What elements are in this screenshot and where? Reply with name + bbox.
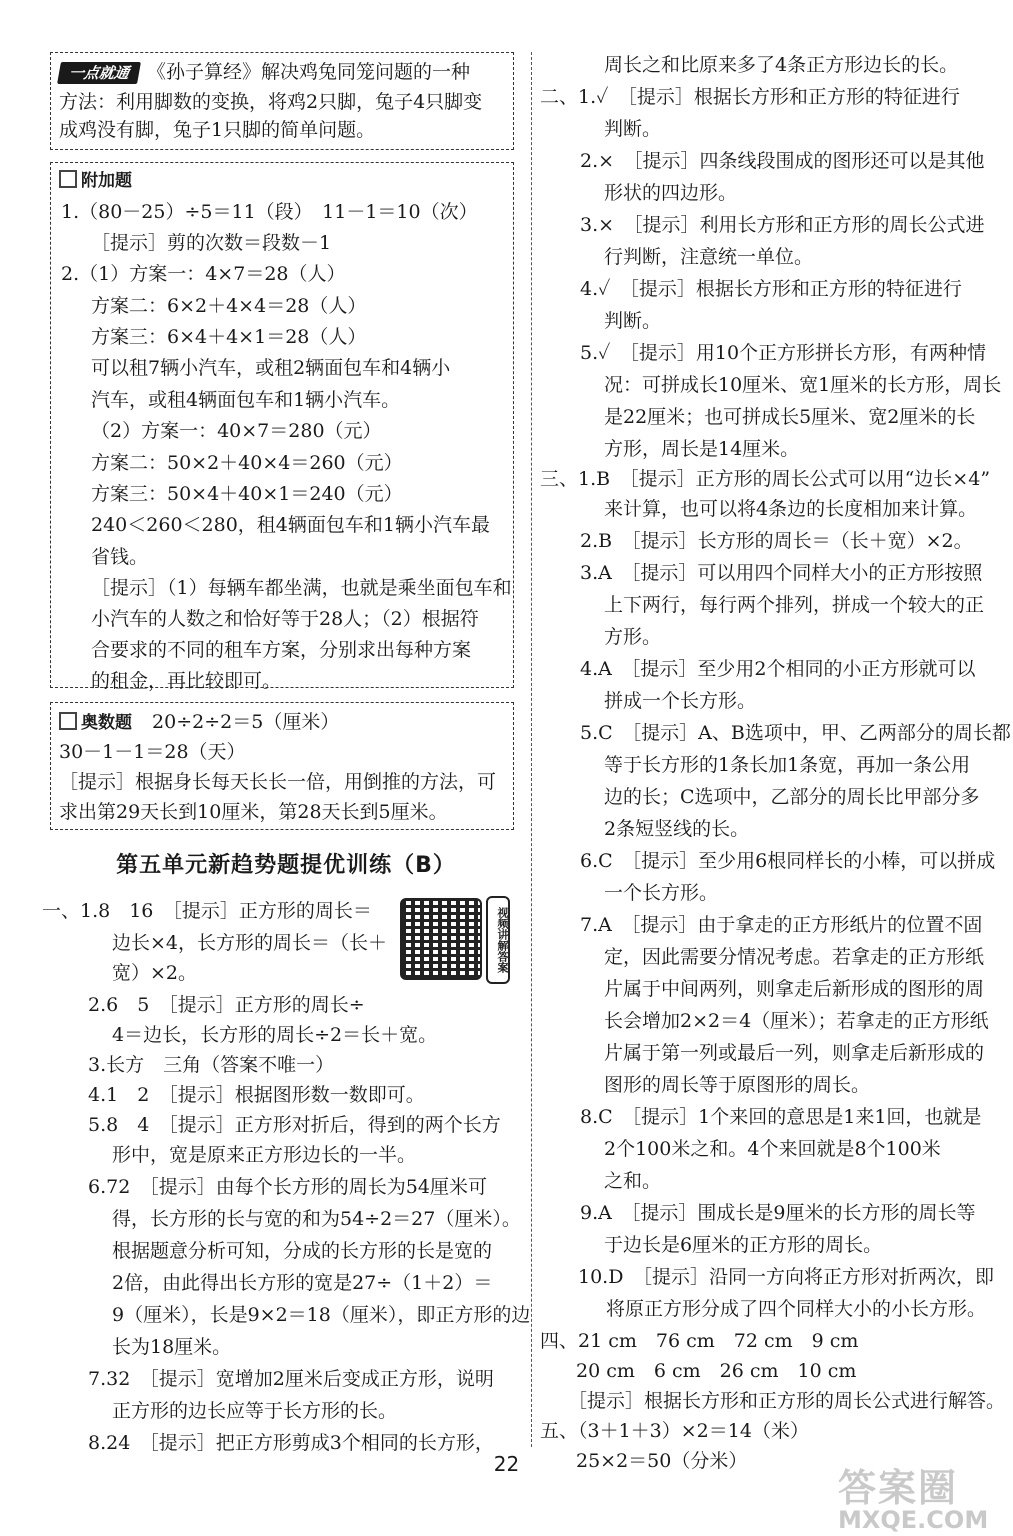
answer-line: 可以租7辆小汽车，或租2辆面包车和4辆小 xyxy=(91,357,451,379)
answer-line: 省钱。 xyxy=(91,546,149,568)
answer-line: 3.A ［提示］可以用四个同样大小的正方形按照 xyxy=(580,562,983,584)
answer-line: 形中，宽是原来正方形边长的一半。 xyxy=(112,1144,417,1166)
answer-line: 5.✓ ［提示］用10个正方形拼长方形，有两种情 xyxy=(580,342,987,364)
answer-line: 正方形的边长应等于长方形的长。 xyxy=(112,1400,398,1422)
answer-line: 30－1－1＝28（天） xyxy=(59,741,246,763)
answer-line: 4.✓ ［提示］根据长方形和正方形的特征进行 xyxy=(580,278,962,300)
answer-line: 周长之和比原来多了4条正方形边长的长。 xyxy=(604,54,959,76)
answer-line: 方案二：6×2＋4×4＝28（人） xyxy=(91,295,367,317)
answer-line: 长会增加2×2＝4（厘米）；若拿走的正方形纸 xyxy=(604,1010,989,1032)
answer-line: 判断。 xyxy=(604,118,662,140)
answer-line: 是22厘米；也可拼成长5厘米、宽2厘米的长 xyxy=(604,406,976,428)
answer-line: 7.A ［提示］由于拿走的正方形纸片的位置不固 xyxy=(580,914,983,936)
answer-line: 拼成一个长方形。 xyxy=(604,690,757,712)
answer-line: ［提示］根据身长每天长长一倍，用倒推的方法，可 xyxy=(59,771,497,793)
answer-line: 4.A ［提示］至少用2个相同的小正方形就可以 xyxy=(580,658,976,680)
answer-line: 5.8 4 ［提示］正方形对折后，得到的两个长方 xyxy=(88,1114,501,1136)
answer-line: ［提示］（1）每辆车都坐满，也就是乘坐面包车和 xyxy=(91,577,512,599)
answer-line: 9.A ［提示］围成长是9厘米的长方形的周长等 xyxy=(580,1202,976,1224)
answer-line: 将原正方形分成了四个同样大小的小长方形。 xyxy=(606,1298,987,1320)
answer-line: 边的长；C选项中，乙部分的周长比甲部分多 xyxy=(604,786,980,808)
answer-line: 8.24 ［提示］把正方形剪成3个相同的长方形， xyxy=(88,1432,494,1454)
answer-line: ［提示］根据长方形和正方形的周长公式进行解答。 xyxy=(568,1390,1006,1412)
tip-box xyxy=(50,52,514,150)
book-icon xyxy=(59,712,77,730)
answer-line: 方案三：50×4＋40×1＝240（元） xyxy=(91,483,403,505)
answer-line: ［提示］剪的次数＝段数－1 xyxy=(91,232,332,254)
answer-line: 宽）×2。 xyxy=(112,962,198,984)
answer-line: 二、1.✓ ［提示］根据长方形和正方形的特征进行 xyxy=(540,86,960,108)
answer-line: 行判断，注意统一单位。 xyxy=(604,246,814,268)
answer-line: 方形，周长是14厘米。 xyxy=(604,438,800,460)
answer-line: 7.32 ［提示］宽增加2厘米后变成正方形，说明 xyxy=(88,1368,494,1390)
olympiad-label: 奥数题 xyxy=(81,713,132,733)
answer-line: 合要求的不同的租车方案，分别求出每种方案 xyxy=(91,639,472,661)
answer-line: 2.B ［提示］长方形的周长＝（长＋宽）×2。 xyxy=(580,530,973,552)
answer-line: 汽车，或租4辆面包车和1辆小汽车。 xyxy=(91,389,401,411)
section-title: 第五单元新趋势题提优训练（B） xyxy=(116,853,456,878)
answer-line: 25×2＝50（分米） xyxy=(576,1450,748,1472)
answer-line: 6.C ［提示］至少用6根同样长的小棒，可以拼成 xyxy=(580,850,996,872)
answer-line: 得，长方形的长与宽的和为54÷2＝27（厘米）。 xyxy=(112,1208,521,1230)
answer-line: 方形。 xyxy=(604,626,662,648)
extra-problem-box xyxy=(50,162,514,692)
answer-line: 等于长方形的1条长加1条宽，再加一条公用 xyxy=(604,754,971,776)
answer-line: 1.（80－25）÷5＝11（段） 11－1＝10（次） xyxy=(61,201,478,223)
answer-line: 判断。 xyxy=(604,310,662,332)
answer-line: 2.6 5 ［提示］正方形的周长÷ xyxy=(88,994,365,1016)
watermark-url: MXQE.COM xyxy=(838,1506,989,1534)
watermark-logo xyxy=(838,1468,1008,1534)
answer-line: 形状的四边形。 xyxy=(604,182,738,204)
tip-badge: 一点就通 xyxy=(57,62,141,84)
column-divider xyxy=(531,52,532,1447)
answer-line: 方案三：6×4＋4×1＝28（人） xyxy=(91,326,367,348)
answer-line: 小汽车的人数之和恰好等于28人；（2）根据符 xyxy=(91,608,479,630)
extra-label: 附加题 xyxy=(81,171,132,191)
answer-line: 上下两行，每行两个排列，拼成一个较大的正 xyxy=(604,594,985,616)
watermark-text: 答案圈 xyxy=(838,1466,959,1510)
answer-line: 片属于中间两列，则拿走后新形成的图形的周 xyxy=(604,978,985,1000)
tip-line: 方法：利用脚数的变换，将鸡2只脚，兔子4只脚变 xyxy=(59,91,483,113)
answer-line: 来计算，也可以将4条边的长度相加来计算。 xyxy=(604,498,978,520)
answer-line: 四、21 cm 76 cm 72 cm 9 cm xyxy=(540,1330,859,1352)
tip-line: 《孙子算经》解决鸡兔同笼问题的一种 xyxy=(147,61,471,83)
answer-line: 10.D ［提示］沿同一方向将正方形对折两次，即 xyxy=(578,1266,994,1288)
answer-line: 2个100米之和。4个来回就是8个100米 xyxy=(604,1138,941,1160)
answer-line: 方案二：50×2＋40×4＝260（元） xyxy=(91,452,403,474)
qr-label: 视频讲解答案 xyxy=(486,896,510,984)
answer-line: 2.（1）方案一：4×7＝28（人） xyxy=(61,263,346,285)
answer-line: 一个长方形。 xyxy=(604,882,719,904)
answer-line: 4＝边长，长方形的周长÷2＝长＋宽。 xyxy=(112,1024,438,1046)
answer-line: 20÷2÷2＝5（厘米） xyxy=(152,711,340,733)
answer-line: 根据题意分析可知，分成的长方形的长是宽的 xyxy=(112,1240,493,1262)
answer-line: 一、1.8 16 ［提示］正方形的周长＝ xyxy=(42,900,372,922)
answer-line: 8.C ［提示］1个来回的意思是1来1回，也就是 xyxy=(580,1106,982,1128)
answer-line: 6.72 ［提示］由每个长方形的周长为54厘米可 xyxy=(88,1176,487,1198)
answer-line: 三、1.B ［提示］正方形的周长公式可以用“边长×4” xyxy=(540,468,991,490)
answer-line: 片属于第一列或最后一列，则拿走后新形成的 xyxy=(604,1042,985,1064)
qr-code[interactable] xyxy=(400,898,482,980)
answer-line: 图形的周长等于原图形的周长。 xyxy=(604,1074,871,1096)
book-icon xyxy=(59,170,77,188)
answer-line: （2）方案一：40×7＝280（元） xyxy=(91,420,382,442)
answer-line: 2.× ［提示］四条线段围成的图形还可以是其他 xyxy=(580,150,985,172)
answer-line: 边长×4，长方形的周长＝（长＋ xyxy=(112,932,388,954)
answer-line: 的租金，再比较即可。 xyxy=(91,670,282,692)
answer-line: 3.长方 三角（答案不唯一） xyxy=(88,1054,335,1076)
answer-line: 定，因此需要分情况考虑。若拿走的正方形纸 xyxy=(604,946,985,968)
olympiad-box xyxy=(50,702,514,830)
answer-line: 9（厘米），长是9×2＝18（厘米），即正方形的边 xyxy=(112,1304,531,1326)
answer-line: 4.1 2 ［提示］根据图形数一数即可。 xyxy=(88,1084,425,1106)
answer-line: 五、（3＋1＋3）×2＝14（米） xyxy=(540,1420,809,1442)
answer-line: 长为18厘米。 xyxy=(112,1336,232,1358)
page-number: 22 xyxy=(493,1452,520,1476)
tip-line: 成鸡没有脚，兔子1只脚的简单问题。 xyxy=(59,119,376,141)
answer-line: 况：可拼成长10厘米、宽1厘米的长方形，周长 xyxy=(604,374,1002,396)
answer-line: 2条短竖线的长。 xyxy=(604,818,750,840)
answer-line: 20 cm 6 cm 26 cm 10 cm xyxy=(576,1360,857,1382)
answer-line: 求出第29天长到10厘米，第28天长到5厘米。 xyxy=(59,801,448,823)
answer-line: 240＜260＜280，租4辆面包车和1辆小汽车最 xyxy=(91,514,490,536)
answer-line: 于边长是6厘米的正方形的周长。 xyxy=(604,1234,883,1256)
answer-line: 3.× ［提示］利用长方形和正方形的周长公式进 xyxy=(580,214,985,236)
answer-line: 2倍，由此得出长方形的宽是27÷（1＋2）＝ xyxy=(112,1272,493,1294)
answer-line: 之和。 xyxy=(604,1170,662,1192)
answer-line: 5.C ［提示］A、B选项中，甲、乙两部分的周长都 xyxy=(580,722,1011,744)
